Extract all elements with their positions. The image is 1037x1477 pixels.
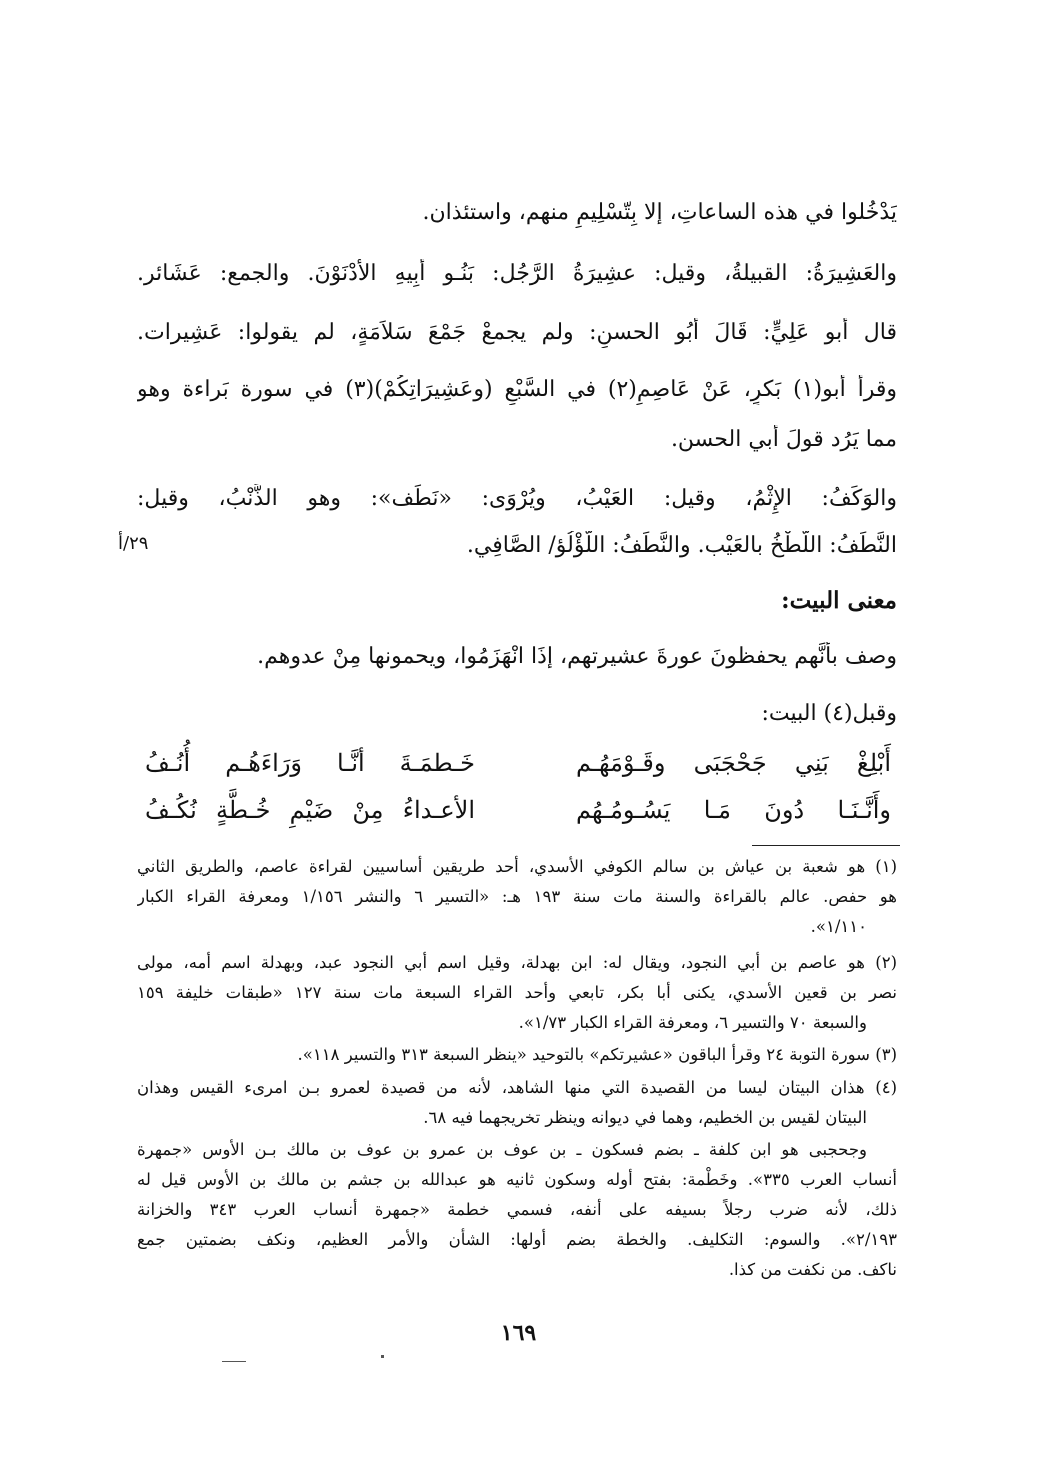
body-line-5: مما يَرُد قولَ أبي الحسن.	[670, 427, 897, 452]
body-line-4: وقرأ أبو(١) بَكرٍ، عَنْ عَاصِمٍ(٢) في السَّبْعِ (وعَشِيرَاتِكُمْ)(٣) في سورة بَراءة وهو	[137, 377, 897, 402]
footnote-line: هو حفص. عالم بالقراءة والسنة مات سنة ١٩٣ هـ: «التسير ٦ والنشر ١/١٥٦ ومعرفة القراء الكبار	[137, 887, 897, 906]
body-line-1: يَدْخُلوا في هذه الساعاتِ، إلا بِتّسْلِيمٍ منهم، واستئذان.	[422, 200, 897, 225]
scan-artifact	[222, 1361, 246, 1362]
footnote-line: (٣) سورة التوبة ٢٤ وقرأ الباقون «عشيرتكم» بالتوحيد «ينظر السبعة ٣١٣ والتسير ١١٨».	[297, 1045, 897, 1064]
footnote-line: (٤) هذان البيتان ليسا من القصيدة التي منها الشاهد، لأنه من قصيدة لعمرو بـن امرىء القيس وهذان	[137, 1078, 897, 1097]
verse-line-2	[137, 796, 897, 828]
footnote-line: ذلك، لأنه ضرب رجلاً بسيفه على أنفه، فسمي خطمة «جمهرة أنساب العرب ٣٤٣ والخزانة	[137, 1200, 897, 1219]
meaning-line: وصف بأنَّهم يحفظونَ عورةَ عشيرتهم، إذَا انْهَزَمُوا، ويحمونها مِنْ عدوهم.	[257, 644, 897, 669]
verse-2-second-hemistich: الأعـداءُ مِنْ ضَيْمِ خُـطَّةٍ نُكُـفُ	[145, 796, 475, 824]
verse-2-first-hemistich: وأَنَّـنَـا دُونَ مَـا يَسُـومُـهُم	[576, 796, 891, 824]
body-line-3: قال أبو عَلِيٍّ: قَالَ أبُو الحسنِ: ولم يجمعْ جَمْعَ سَلاَمَةٍ، لم يقولوا: عَشِيرات.	[137, 320, 897, 345]
footnote-line: (٢) هو عاصم بن أبي النجود، ويقال له: ابن بهدلة، وقيل اسم أبي النجود عبد، وبهدلة اسم أمه، مولى	[137, 953, 897, 972]
body-line-7: النَّطَفُ: اللَّطْخُ بالعَيْب. والنَّطَفُ: اللُّؤْلُؤ/ الصَّافِي.	[466, 533, 897, 558]
verse-line-1	[137, 749, 897, 781]
verse-intro: وقبل(٤) البيت:	[761, 701, 897, 726]
footnote-line: نصر بن قعين الأسدي، يكنى أبا بكر، تابعي وأحد القراء السبعة مات سنة ١٢٧ «طبقات خليفة ١٥٩	[137, 983, 897, 1002]
footnote-line: أنساب العرب ٣٣٥». وخَطْمة: بفتح أوله وسكون ثانيه هو عبدالله بن جشم بن مالك بن الأوس قيل له	[137, 1170, 897, 1189]
footnote-line: ٢/١٩٣». والسوم: التكليف. والخطة بضم أولها: الشأن والأمر العظيم، ونكف بضمتين جمع	[137, 1230, 897, 1249]
body-line-2: والعَشِيرَةُ: القبيلةُ، وقيل: عشِيرَةُ الرَّجُل: بَنُـو أَبِيهِ الأَدْنَوْنَ. والجمع: عَشَائر.	[137, 261, 897, 286]
footnote-line: البيتان لقيس بن الخطيم، وهما في ديوانه وينظر تخريجهما فيه ٦٨.	[423, 1108, 867, 1127]
body-line-6: والوَكَفُ: الإِثْمُ، وقيل: العَيْبُ، ويُرْوَى: «نَطَف»: وهو الذَّنْبُ، وقيل:	[137, 486, 897, 511]
page-number: ١٦٩	[500, 1320, 537, 1346]
footnote-line: ناكف. من نكفت من كذا.	[728, 1260, 897, 1279]
scan-artifact	[381, 1355, 384, 1358]
manuscript-folio-note: ٢٩/أ	[118, 533, 149, 554]
verse-1-first-hemistich: أَبْلِغْ بَنِي جَحْجَبَى وقَـوْمَهُـم	[576, 749, 891, 777]
verse-1-second-hemistich: خَـطمَـةَ أنَّـا وَرَاءَهُـم أُنُـفُ	[145, 749, 475, 777]
footnote-line: والسبعة ٧٠ والتسير ٦، ومعرفة القراء الكبار ١/٧٣».	[518, 1013, 867, 1032]
section-heading: معنى البيت:	[781, 587, 897, 614]
footnote-line: ١/١١٠».	[810, 917, 867, 936]
footnote-separator	[752, 845, 900, 846]
footnote-line: (١) هو شعبة بن عياش بن سالم الكوفي الأسدي، أحد طريقين أساسيين لقراءة عاصم، والطريق الثاني	[137, 857, 897, 876]
footnote-line: وجحجبى هو ابن كلفة ـ بضم فسكون ـ بن عوف بن عمرو بن عوف بن مالك بـن الأوس «جمهرة	[137, 1140, 867, 1159]
